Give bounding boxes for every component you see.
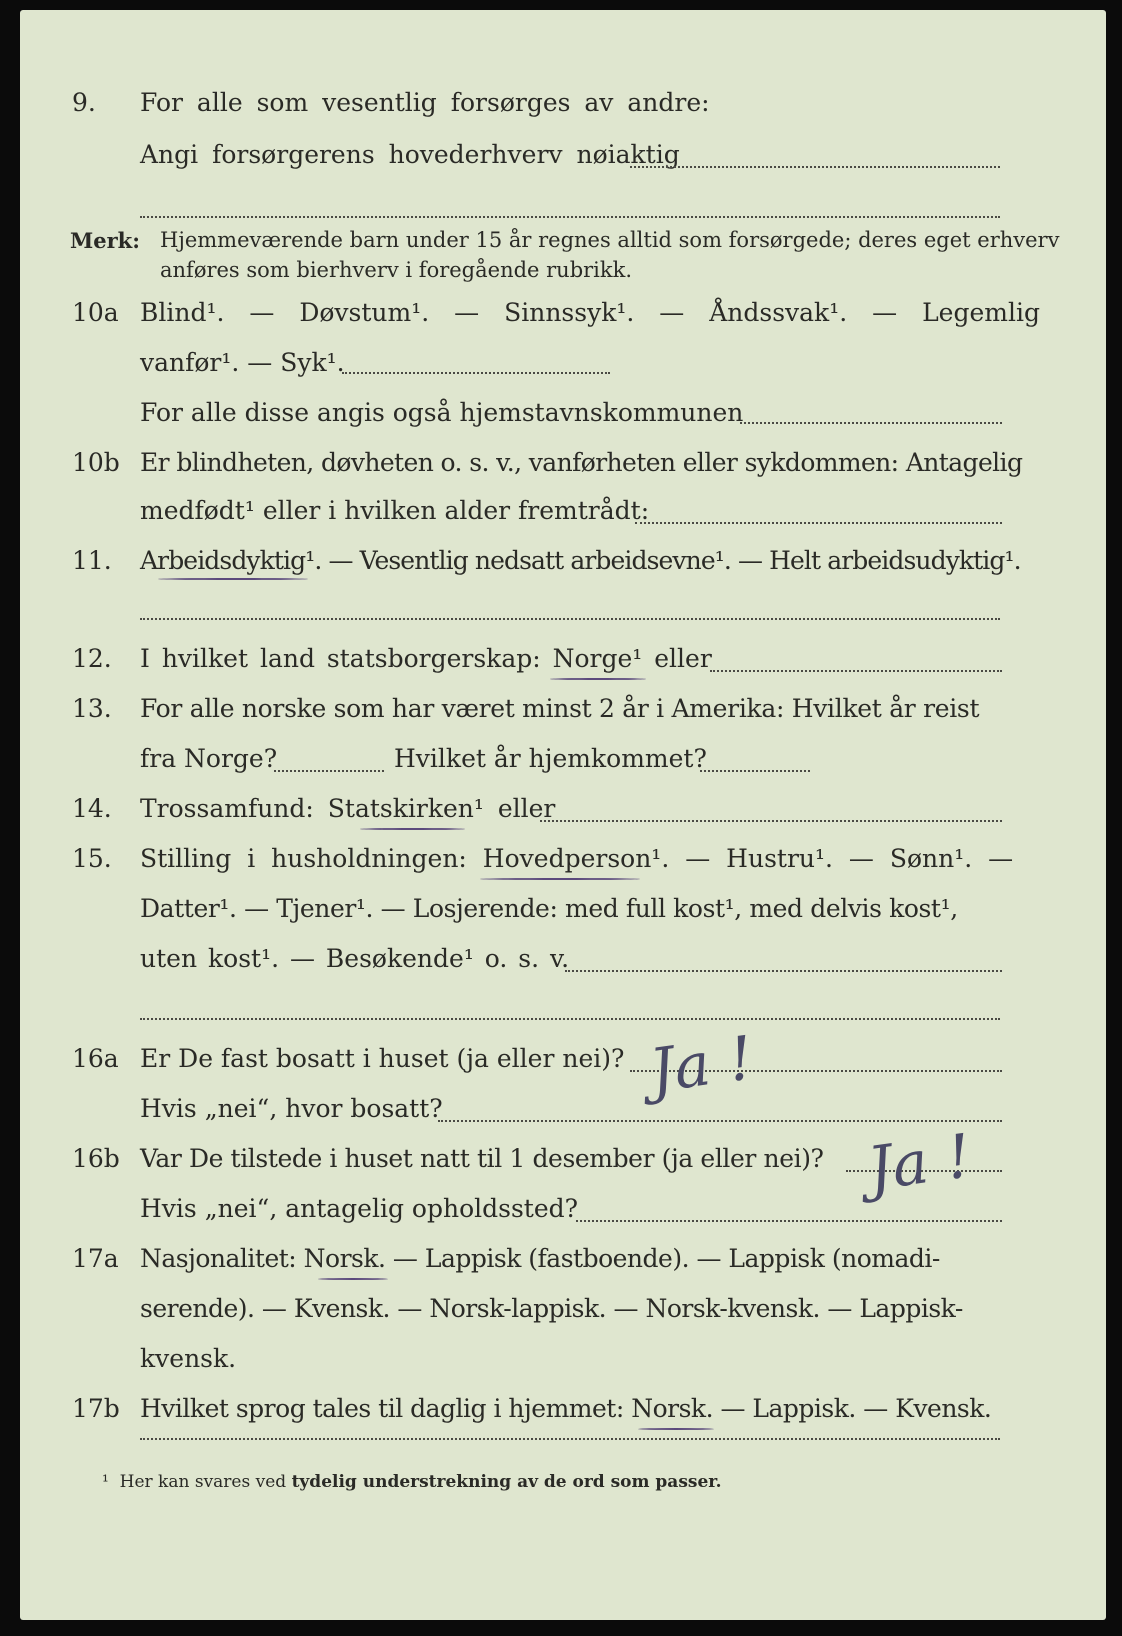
q13-number: 13. bbox=[72, 694, 112, 723]
q12-answer-line bbox=[710, 670, 1002, 672]
q11-text: Arbeidsdyktig¹. — Vesentlig nedsatt arbeidsevne¹. — Helt arbeidsudyktig¹. bbox=[140, 546, 1021, 575]
q9-text: For alle som vesentlig forsørges av andre: bbox=[140, 88, 710, 117]
footnote-mark: ¹ bbox=[102, 1472, 109, 1492]
q11-handwritten-underline bbox=[158, 578, 308, 580]
q15-answer-line2 bbox=[140, 1018, 1000, 1020]
q10b-answer-line bbox=[635, 522, 1002, 524]
q10b-text: Er blindheten, døvheten o. s. v., vanførheten eller sykdommen: Antagelig bbox=[140, 448, 1023, 477]
q15-number: 15. bbox=[72, 844, 112, 873]
form-body bbox=[20, 10, 1106, 1620]
q17b-number: 17b bbox=[72, 1394, 120, 1423]
q10b-text2: medfødt¹ eller i hvilken alder fremtrådt: bbox=[140, 496, 650, 525]
q10b-number: 10b bbox=[72, 448, 120, 477]
q14-answer-line bbox=[540, 820, 1002, 822]
q10a-text: Blind¹. — Døvstum¹. — Sinnssyk¹. — Åndssvak¹. — Legemlig bbox=[140, 298, 1040, 327]
q17a-text3: kvensk. bbox=[140, 1344, 237, 1373]
q16a-text: Er De fast bosatt i huset (ja eller nei)? bbox=[140, 1044, 625, 1073]
q9-answer-line bbox=[630, 166, 1000, 168]
q12-text: I hvilket land statsborgerskap: Norge¹ eller bbox=[140, 644, 712, 673]
q16b-handwritten-answer: Ja ! bbox=[863, 1121, 976, 1205]
footnote-text-a: Her kan svares ved bbox=[119, 1472, 287, 1492]
q16b-text2: Hvis „nei“, antagelig opholdssted? bbox=[140, 1194, 579, 1223]
footnote-text-b: tydelig understrekning av de ord som passer. bbox=[291, 1472, 722, 1492]
q16a-text2: Hvis „nei“, hvor bosatt? bbox=[140, 1094, 443, 1123]
q17b-answer-line bbox=[140, 1438, 1000, 1440]
footnote-text bbox=[102, 1472, 722, 1492]
q14-number: 14. bbox=[72, 794, 112, 823]
q17a-text: Nasjonalitet: Norsk. — Lappisk (fastboende). — Lappisk (nomadi- bbox=[140, 1244, 940, 1273]
q17a-text2: serende). — Kvensk. — Norsk-lappisk. — Norsk-kvensk. — Lappisk- bbox=[140, 1294, 963, 1323]
q9-answer-line2 bbox=[140, 216, 1000, 218]
q14-handwritten-underline bbox=[360, 828, 465, 830]
q10a-answer-line bbox=[342, 372, 610, 374]
q13-text2b: Hvilket år hjemkommet? bbox=[394, 744, 707, 773]
q12-handwritten-underline bbox=[550, 678, 646, 680]
census-form-page bbox=[20, 10, 1106, 1620]
q13-text2a: fra Norge? bbox=[140, 744, 278, 773]
q16b-number: 16b bbox=[72, 1144, 120, 1173]
q10a-number: 10a bbox=[72, 298, 119, 327]
merk-label: Merk: bbox=[70, 228, 140, 253]
q13-answer-line bbox=[274, 770, 384, 772]
q16b-answer-line2 bbox=[576, 1220, 1002, 1222]
q15-handwritten-underline bbox=[480, 878, 640, 880]
q15-text2: Datter¹. — Tjener¹. — Losjerende: med full kost¹, med delvis kost¹, bbox=[140, 894, 958, 923]
q17b-text: Hvilket sprog tales til daglig i hjemmet: Norsk. — Lappisk. — Kvensk. bbox=[140, 1394, 992, 1423]
q9-text2: Angi forsørgerens hovederhverv nøiaktig bbox=[140, 140, 680, 169]
q16a-number: 16a bbox=[72, 1044, 119, 1073]
q13-answer-line2 bbox=[700, 770, 810, 772]
q10a-answer-line2 bbox=[740, 422, 1002, 424]
q16b-text: Var De tilstede i huset natt til 1 desember (ja eller nei)? bbox=[140, 1144, 824, 1173]
q9-number: 9. bbox=[72, 88, 96, 117]
q10a-text2: vanfør¹. — Syk¹. bbox=[140, 348, 345, 377]
q17b-handwritten-underline bbox=[638, 1428, 714, 1430]
q15-answer-line bbox=[565, 970, 1002, 972]
q12-number: 12. bbox=[72, 644, 112, 673]
merk-text: Hjemmeværende barn under 15 år regnes alltid som forsørgede; deres eget erhverv bbox=[160, 228, 1060, 252]
q13-text: For alle norske som har været minst 2 år i Amerika: Hvilket år reist bbox=[140, 694, 980, 723]
q14-text: Trossamfund: Statskirken¹ eller bbox=[140, 794, 556, 823]
q17a-handwritten-underline bbox=[318, 1278, 388, 1280]
q15-text: Stilling i husholdningen: Hovedperson¹. — Hustru¹. — Sønn¹. — bbox=[140, 844, 1014, 873]
q10a-text3: For alle disse angis også hjemstavnskommunen bbox=[140, 398, 744, 427]
q11-number: 11. bbox=[72, 546, 112, 575]
merk-text2: anføres som bierhverv i foregående rubrikk. bbox=[160, 258, 633, 282]
q11-answer-line bbox=[140, 618, 1000, 620]
q17a-number: 17a bbox=[72, 1244, 119, 1273]
q16a-handwritten-answer: Ja ! bbox=[645, 1023, 758, 1107]
q15-text3: uten kost¹. — Besøkende¹ o. s. v. bbox=[140, 944, 570, 973]
q16a-answer-line2 bbox=[438, 1120, 1002, 1122]
